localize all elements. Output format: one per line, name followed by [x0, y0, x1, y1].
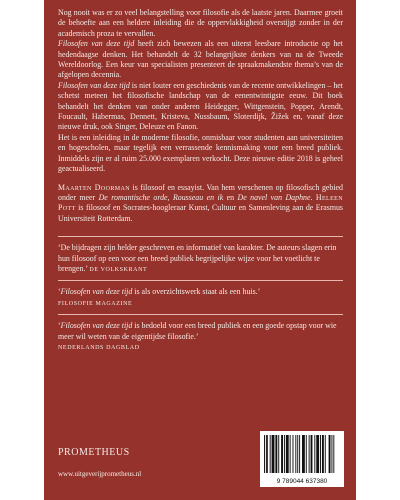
barcode-bar [314, 435, 315, 473]
description-paragraph: Filosofen van deze tijd is niet louter een geschiedenis van de recente ontwikkelingen – het schetst meteen het filosofische landschap van de eenentwintigste eeuw. Dit boek behandelt het denken van onder anderen Heidegger, Wittgenstein, Popper, Arendt, Foucault, Habermas, Dennett, Kristeva, Nussbaum, Sloterdijk, Žižek en, vanaf deze nieuwe druk, ook Singer, Deleuze en Fanon. [58, 80, 343, 132]
barcode-bar [311, 435, 313, 473]
publisher-logo: PROMETHEUS [58, 447, 130, 458]
divider [58, 236, 343, 237]
barcode-bar [331, 435, 332, 473]
barcode-bar [286, 435, 289, 473]
barcode-bar [278, 435, 279, 473]
barcode-bar [267, 435, 268, 473]
barcode-bar [316, 435, 319, 473]
barcode-bar [266, 435, 267, 473]
barcode-bar [290, 435, 291, 473]
barcode-bar [297, 435, 298, 473]
book-title-italic: Filosofen van deze tijd [60, 321, 133, 331]
barcode-bar [333, 435, 334, 473]
book-title-italic: Filosofen van deze tijd [58, 39, 135, 49]
divider [58, 280, 343, 281]
back-cover [44, 0, 356, 500]
barcode-bar [299, 435, 300, 473]
book-title-italic: Filosofen van deze tijd [58, 80, 130, 90]
cover-text-block [58, 8, 343, 358]
review-quote: ‘Filosofen van deze tijd is als overzichtswerk staat als een huis.’ FILOSOFIE MAGAZINE [58, 287, 343, 309]
publisher-url: www.uitgeverijprometheus.nl [58, 470, 142, 478]
barcode-bar [325, 435, 326, 473]
quote-source: FILOSOFIE MAGAZINE [58, 300, 133, 307]
author-bio: Maarten Doorman is filosoof en essayist. Van hem verschenen op filosofisch gebied onder meer De romantische orde, Rousseau en ik en De navel van Daphne. Heleen Pott is filosoof en Socrates-hoogleraar Kunst, Cultuur en Samenleving aan de Erasmus Universiteit Rotterdam. [58, 182, 343, 223]
barcode-bar [275, 435, 277, 473]
barcode-bar [295, 435, 296, 473]
review-quote: ‘Filosofen van deze tijd is bedoeld voor een breed publiek en een goede opstap voor wie meer wil weten van de eigentijdse filosofie.’ NEDERLANDS DAGBLAD [58, 321, 343, 353]
barcode-bar [270, 435, 271, 473]
barcode-bars [260, 431, 344, 477]
review-quotes [58, 236, 343, 353]
book-title-italic: Rousseau en ik [172, 192, 224, 202]
book-title-italic: De navel van Daphne [237, 192, 311, 202]
quote-text: ‘De bijdragen zijn helder geschreven en informatief van karakter. De auteurs slagen erin hun filosoof op een voor een breed publiek begrijpelijke wijze voor het voetlicht te brengen.’ [58, 243, 337, 273]
author-name: Maarten Doorman [58, 182, 130, 192]
barcode-bar [322, 435, 324, 473]
description-paragraph: Nog nooit was er zo veel belangstelling voor filosofie als de laatste jaren. Daarmee groeit de behoefte aan een heldere inleiding die de oppervlakkigheid overstijgt zonder in der academisch proza te vervallen. [58, 8, 343, 38]
review-quote [58, 243, 343, 275]
barcode-bar [284, 435, 285, 473]
barcode-bar [309, 435, 310, 473]
barcode-bar [272, 435, 275, 473]
isbn-number: 9 789044 637380 [276, 478, 328, 485]
quote-source: DE VOLKSKRANT [89, 266, 148, 273]
barcode-bar [320, 435, 321, 473]
barcode-bar [293, 435, 294, 473]
barcode-bar [306, 435, 307, 473]
quote-source: NEDERLANDS DAGBLAD [58, 344, 140, 351]
isbn-barcode [260, 431, 344, 487]
book-title-italic: De romantische orde [98, 192, 168, 202]
book-description [58, 8, 343, 175]
barcode-bar [264, 435, 265, 473]
barcode-bar [281, 435, 283, 473]
barcode-bar [302, 435, 305, 473]
description-paragraph: Filosofen van deze tijd heeft zich bewezen als een uiterst leesbare introductie op het hedendaagse denken. Het behandelt de 32 belangrijkste denkers van na de Tweede Wereldoorlog. Een keur van specialisten presenteert de spraakmakendste thema’s van de afgelopen decennia. [58, 39, 343, 80]
book-title-italic: Filosofen van deze tijd [60, 287, 133, 297]
description-paragraph: Het is een inleiding in de moderne filosofie, onmisbaar voor studenten aan universiteiten en hogescholen, maar tegelijk een verrassende kennismaking voor een breed publiek. Inmiddels zijn er al ruim 25.000 exemplaren verkocht. Deze nieuwe editie 2018 is geheel geactualiseerd. [58, 132, 343, 174]
author-name: Heleen Pott [58, 192, 343, 213]
divider [58, 314, 343, 315]
barcode-bar [329, 435, 331, 473]
